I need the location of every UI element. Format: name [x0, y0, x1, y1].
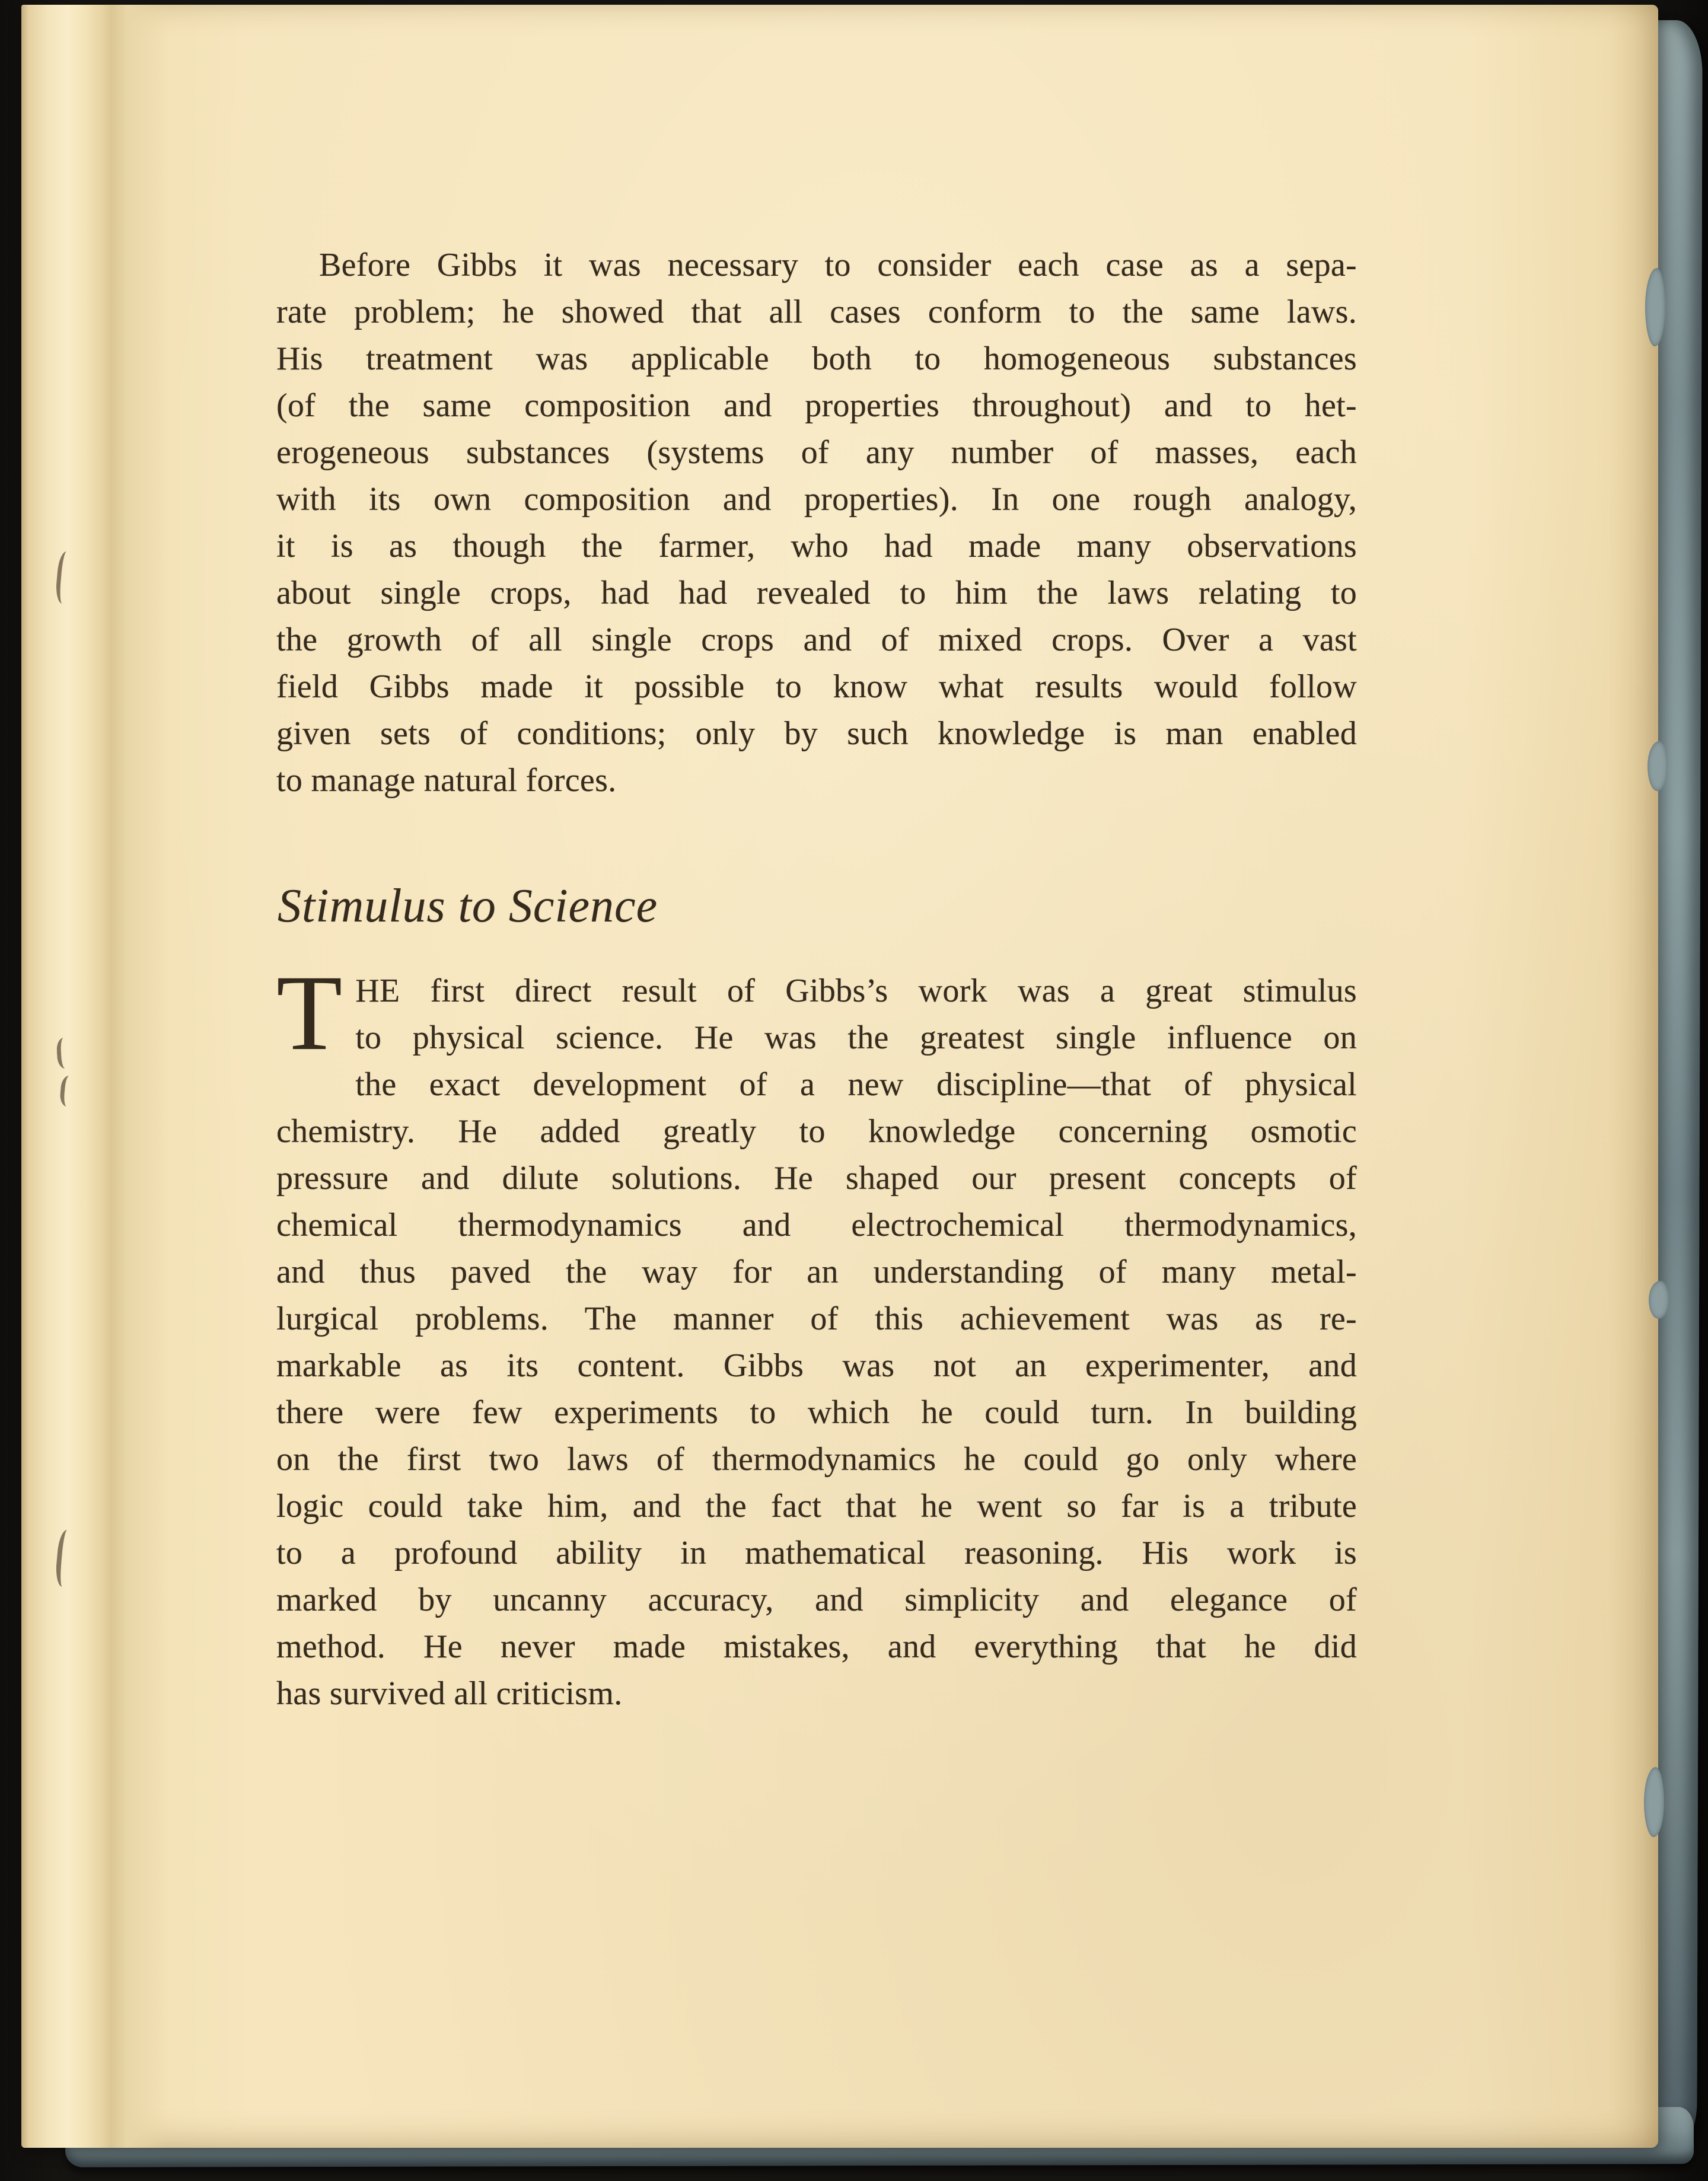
binding-edge-band: [21, 5, 170, 2148]
text-line: the growth of all single crops and of mixed crops. Over a vast: [276, 621, 1357, 658]
text-line: it is as though the farmer, who had made many observations: [276, 528, 1357, 565]
fore-edge-nick: [1645, 268, 1665, 346]
text-line: rate problem; he showed that all cases conform to the same laws.: [276, 294, 1357, 330]
text-line: erogeneous substances (systems of any number of masses, each: [276, 434, 1357, 471]
page-text-block: [276, 242, 1357, 1717]
text-line: chemistry. He added greatly to knowledge concerning osmotic: [276, 1113, 1357, 1150]
text-line: lurgical problems. The manner of this achievement was as re-: [276, 1300, 1357, 1337]
text-line: Before Gibbs it was necessary to consider each case as a sepa-: [319, 247, 1357, 283]
text-line: method. He never made mistakes, and everything that he did: [276, 1628, 1357, 1665]
paragraph-before-gibbs: [276, 242, 1357, 804]
book-page: [21, 5, 1658, 2148]
paragraph-lines: [276, 954, 1357, 1717]
text-line: with its own composition and properties). In one rough analogy,: [276, 481, 1357, 518]
text-line: field Gibbs made it possible to know what results would follow: [276, 668, 1357, 705]
text-line: (of the same composition and properties throughout) and to het-: [276, 387, 1357, 424]
text-line: chemical thermodynamics and electrochemical thermodynamics,: [276, 1207, 1357, 1243]
text-line: HE first direct result of Gibbs’s work was a great stimulus: [355, 972, 1357, 1009]
text-line: logic could take him, and the fact that he went so far is a tribute: [276, 1488, 1357, 1525]
text-line: and thus paved the way for an understanding of many metal-: [276, 1254, 1357, 1290]
text-line: about single crops, had had revealed to him the laws relating to: [276, 575, 1357, 611]
text-line: markable as its content. Gibbs was not an experimenter, and: [276, 1347, 1357, 1384]
text-line: the exact development of a new discipline—that of physical: [355, 1066, 1357, 1103]
dropcap-letter: T: [276, 954, 343, 1073]
text-line: to a profound ability in mathematical reasoning. His work is: [276, 1535, 1357, 1571]
fore-edge-nick: [1648, 741, 1668, 791]
text-line: there were few experiments to which he could turn. In building: [276, 1394, 1357, 1431]
text-line: given sets of conditions; only by such knowledge is man enabled: [276, 715, 1357, 752]
section-heading: Stimulus to Science: [278, 880, 658, 932]
text-line: pressure and dilute solutions. He shaped our present concepts of: [276, 1160, 1357, 1197]
text-line: His treatment was applicable both to homogeneous substances: [276, 340, 1357, 377]
text-line: marked by uncanny accuracy, and simplicity and elegance of: [276, 1581, 1357, 1618]
text-line: on the first two laws of thermodynamics he could go only where: [276, 1441, 1357, 1478]
fore-edge-nick: [1644, 1767, 1664, 1837]
paragraph-stimulus-to-science: [276, 954, 1357, 1717]
text-line: has survived all criticism.: [276, 1675, 623, 1712]
text-line: to physical science. He was the greatest single influence on: [355, 1019, 1357, 1056]
fore-edge-nick: [1649, 1281, 1669, 1319]
text-line: to manage natural forces.: [276, 762, 617, 799]
